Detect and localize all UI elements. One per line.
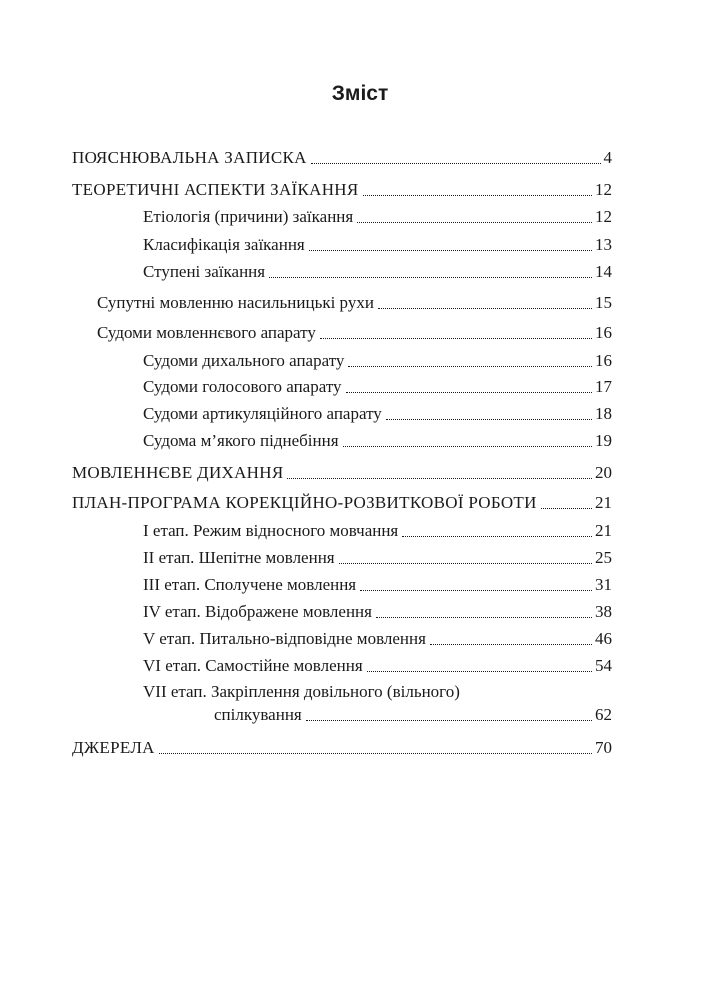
- toc-entry-label: Супутні мовленню насильницькі рухи: [97, 293, 374, 312]
- toc-entry[interactable]: [143, 628, 612, 650]
- toc-entry-label: Судома м’якого піднебіння: [143, 431, 339, 450]
- dot-leader: [378, 307, 592, 309]
- toc-entry-label: VI етап. Самостійне мовлення: [143, 656, 363, 675]
- dot-leader: [343, 445, 592, 447]
- dot-leader: [386, 418, 592, 420]
- toc-entry-label: ДЖЕРЕЛА: [72, 738, 155, 757]
- toc-entry-page: 21: [595, 521, 612, 540]
- toc-entry-page: 17: [595, 377, 612, 396]
- toc-entry[interactable]: [72, 492, 612, 514]
- dot-leader: [367, 670, 592, 672]
- dot-leader: [159, 752, 592, 754]
- dot-leader: [320, 337, 592, 339]
- toc-entry-page: 12: [595, 180, 612, 199]
- toc-entry[interactable]: [143, 430, 612, 452]
- toc-entry[interactable]: [72, 737, 612, 759]
- dot-leader: [346, 391, 592, 393]
- toc-entry[interactable]: [143, 601, 612, 623]
- toc-entry-label: Судоми мовленнєвого апарату: [97, 323, 316, 342]
- toc-entry-page: 46: [595, 629, 612, 648]
- dot-leader: [339, 562, 592, 564]
- toc-entry[interactable]: [143, 234, 612, 256]
- page-title: Зміст: [331, 82, 389, 105]
- toc-entry-label: Класифікація заїкання: [143, 235, 305, 254]
- toc-entry-page: 19: [595, 431, 612, 450]
- toc-entry[interactable]: [143, 520, 612, 542]
- toc-entry[interactable]: [72, 147, 612, 169]
- dot-leader: [357, 221, 592, 223]
- dot-leader: [306, 719, 592, 721]
- toc-entry[interactable]: [143, 655, 612, 677]
- toc-entry-page: 70: [595, 738, 612, 757]
- dot-leader: [363, 194, 592, 196]
- toc-entry[interactable]: [143, 206, 612, 228]
- toc-entry-label: ІІІ етап. Сполучене мовлення: [143, 575, 357, 594]
- toc-entry-page: 13: [595, 235, 612, 254]
- dot-leader: [360, 589, 592, 591]
- toc-entry-label: ПОЯСНЮВАЛЬНА ЗАПИСКА: [72, 148, 307, 167]
- toc-entry-label: МОВЛЕННЄВЕ ДИХАННЯ: [72, 463, 284, 482]
- toc-entry-label: V етап. Питально-відповідне мовлення: [143, 629, 426, 648]
- toc-entry-page: 14: [595, 262, 612, 281]
- toc-entry-label: Судоми артикуляційного апарату: [143, 404, 382, 423]
- toc-entry[interactable]: [143, 403, 612, 425]
- toc-entry-page: 12: [595, 207, 612, 226]
- toc-entry-page: 31: [595, 575, 612, 594]
- toc-entry-page: 4: [603, 148, 612, 167]
- toc-entry[interactable]: [143, 261, 612, 283]
- dot-leader: [311, 162, 601, 164]
- toc-entry[interactable]: [214, 704, 612, 726]
- toc-entry-page: 20: [595, 463, 612, 482]
- toc-entry[interactable]: [97, 292, 612, 314]
- toc-entry[interactable]: [97, 322, 612, 344]
- toc-entry-label: І етап. Режим відносного мовчання: [143, 521, 399, 540]
- toc-entry-page: 38: [595, 602, 612, 621]
- toc-entry[interactable]: [143, 350, 612, 372]
- toc-entry-label: ТЕОРЕТИЧНІ АСПЕКТИ ЗАЇКАННЯ: [72, 180, 359, 199]
- dot-leader: [309, 249, 592, 251]
- toc-entry[interactable]: [143, 376, 612, 398]
- toc-entry-page: 21: [595, 493, 612, 512]
- dot-leader: [287, 477, 592, 479]
- toc-entry-page: 62: [595, 705, 612, 724]
- toc-entry-label: Ступені заїкання: [143, 262, 266, 281]
- toc-entry-label: Етіологія (причини) заїкання: [143, 207, 354, 226]
- toc-entry[interactable]: [72, 179, 612, 201]
- toc-entry-label: Судоми голосового апарату: [143, 377, 342, 396]
- toc-entry-page: 54: [595, 656, 612, 675]
- toc-entry-label: Судоми дихального апарату: [143, 351, 345, 370]
- toc-entry[interactable]: [143, 574, 612, 596]
- dot-leader: [348, 365, 592, 367]
- dot-leader: [402, 535, 592, 537]
- dot-leader: [430, 643, 592, 645]
- toc-entry-label-line1: VII етап. Закріплення довільного (вільного): [143, 682, 460, 701]
- toc-entry-page: 15: [595, 293, 612, 312]
- dot-leader: [376, 616, 592, 618]
- toc-entry-label: спілкування: [214, 705, 302, 724]
- toc-entry[interactable]: [72, 462, 612, 484]
- toc-entry-page: 16: [595, 351, 612, 370]
- toc-entry-label: ПЛАН-ПРОГРАМА КОРЕКЦІЙНО-РОЗВИТКОВОЇ РОБОТИ: [72, 493, 537, 512]
- dot-leader: [541, 507, 592, 509]
- dot-leader: [269, 276, 592, 278]
- toc-entry-page: 16: [595, 323, 612, 342]
- toc-entry-label: IV етап. Відображене мовлення: [143, 602, 372, 621]
- toc-entry-page: 18: [595, 404, 612, 423]
- toc-entry-page: 25: [595, 548, 612, 567]
- toc-entry-label: ІІ етап. Шепітне мовлення: [143, 548, 335, 567]
- toc-entry[interactable]: [143, 547, 612, 569]
